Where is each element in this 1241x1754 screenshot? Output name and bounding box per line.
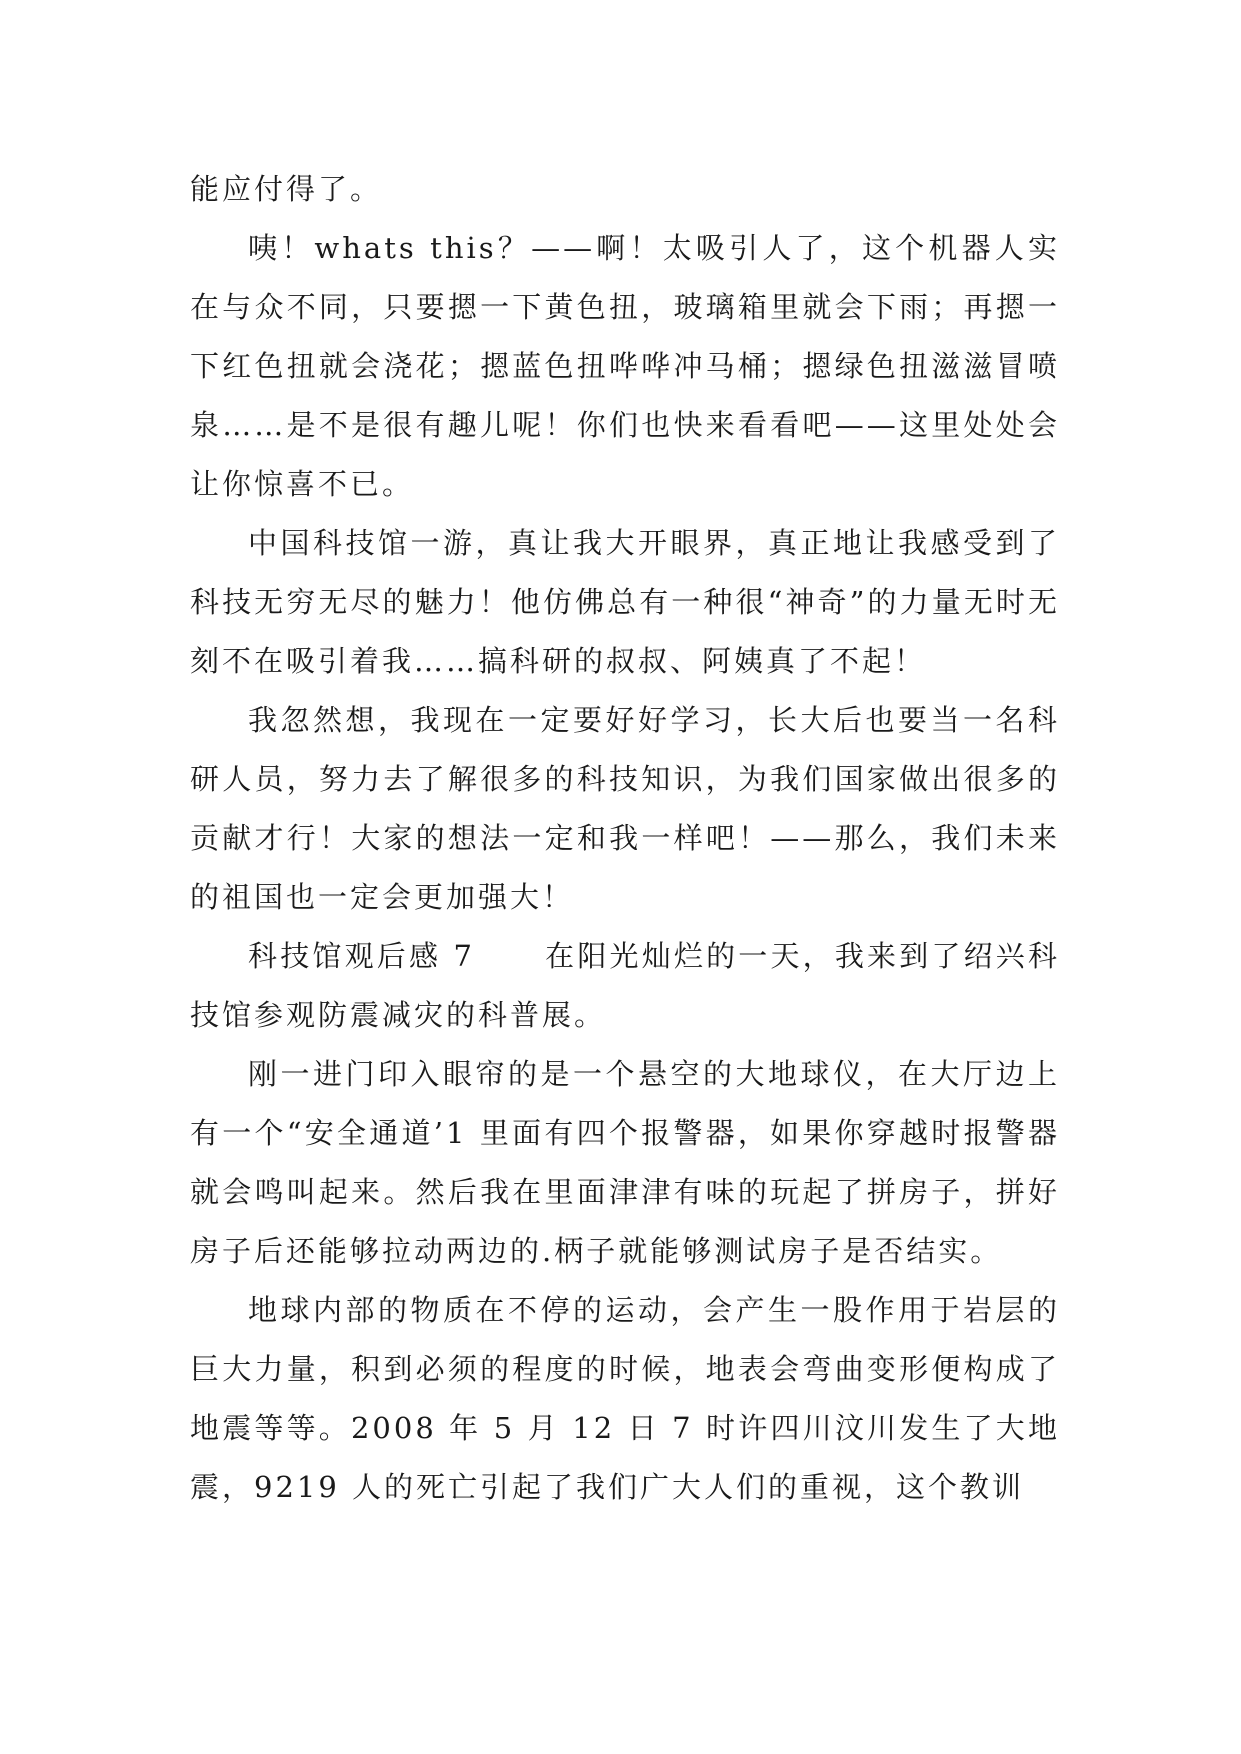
paragraph-3: 中国科技馆一游，真让我大开眼界，真正地让我感受到了科技无穷无尽的魅力！他仿佛总有一种很“神奇”的力量无时无刻不在吸引着我……搞科研的叔叔、阿姨真了不起！ — [190, 526, 1060, 678]
paragraph-5-text: 在阳光灿烂的一天，我来到了绍兴科技馆参观防震减灾的科普展。 — [190, 939, 1060, 1032]
paragraph-7: 地球内部的物质在不停的运动，会产生一股作用于岩层的巨大力量，积到必须的程度的时候，地表会弯曲变形便构成了地震等等。2008 年 5 月 12 日 7 时许四川汶川发生了大地震，9219 人的死亡引起了我们广大人们的重视，这个教训 — [190, 1293, 1060, 1504]
paragraph-1: 能应付得了。 — [190, 172, 383, 206]
paragraph-4: 我忽然想，我现在一定要好好学习，长大后也要当一名科研人员，努力去了解很多的科技知识，为我们国家做出很多的贡献才行！大家的想法一定和我一样吧！——那么，我们未来的祖国也一定会更加强大！ — [190, 703, 1060, 914]
paragraph-5 — [190, 927, 1060, 1045]
paragraph-2: 咦！whats this？——啊！太吸引人了，这个机器人实在与众不同，只要摁一下黄色扭，玻璃箱里就会下雨；再摁一下红色扭就会浇花；摁蓝色扭哗哗冲马桶；摁绿色扭滋滋冒喷泉……是不是很有趣儿呢！你们也快来看看吧——这里处处会让你惊喜不已。 — [190, 231, 1060, 501]
paragraph-6: 刚一进门印入眼帘的是一个悬空的大地球仪，在大厅边上有一个“安全通道’1 里面有四个报警器，如果你穿越时报警器就会鸣叫起来。然后我在里面津津有味的玩起了拼房子，拼好房子后还能够拉动两边的.柄子就能够测试房子是否结实。 — [190, 1057, 1060, 1268]
section-heading: 科技馆观后感 7 — [248, 939, 475, 973]
document-body — [190, 160, 1060, 1517]
